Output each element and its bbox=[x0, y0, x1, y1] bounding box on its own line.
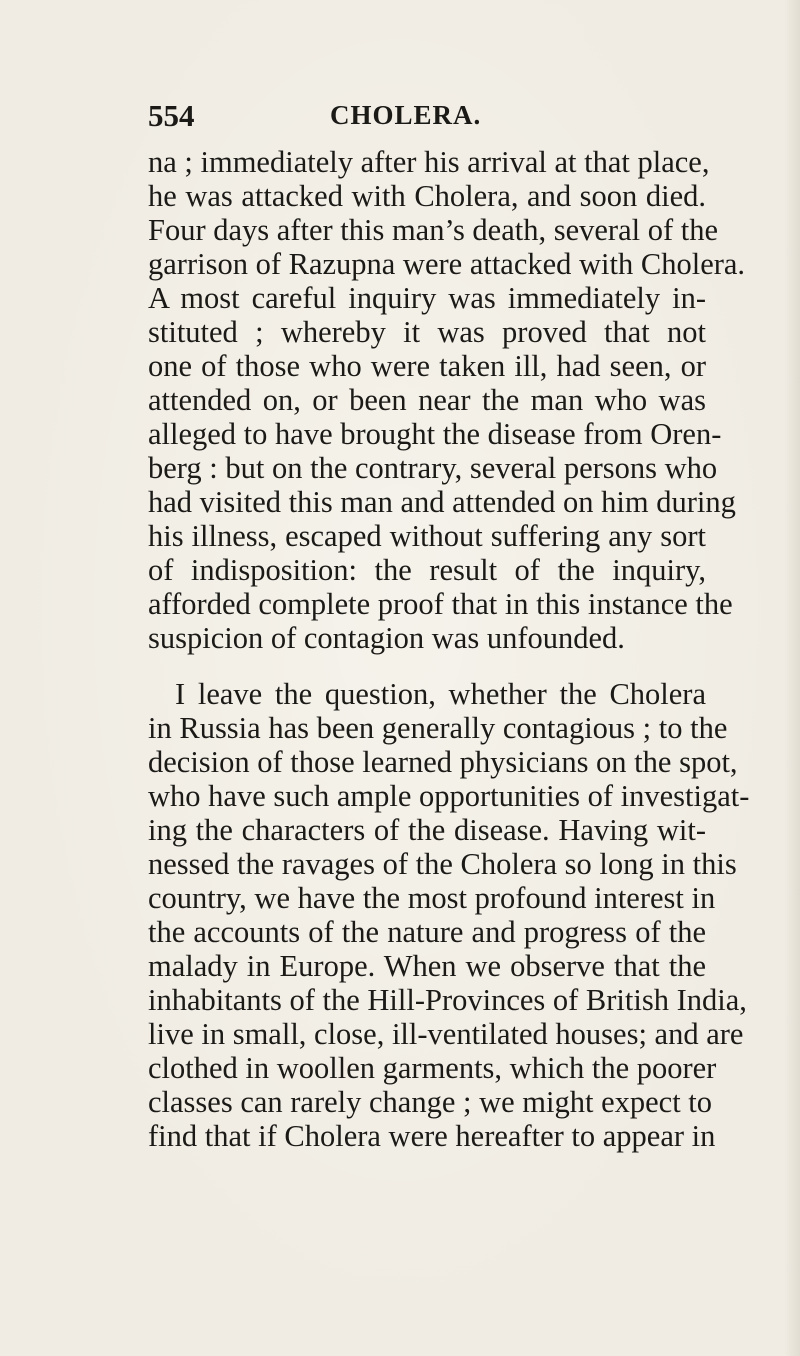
text-line: suspicion of contagion was unfounded. bbox=[148, 621, 625, 655]
page-number: 554 bbox=[148, 98, 195, 133]
page-header bbox=[148, 98, 708, 138]
text-line: live in small, close, ill-ventilated houses; and are bbox=[148, 1017, 744, 1051]
text-line: decision of those learned physicians on the spot, bbox=[148, 745, 738, 779]
text-line: na ; immediately after his arrival at that place, bbox=[148, 145, 710, 179]
running-head: CHOLERA. bbox=[330, 100, 482, 130]
text-line: malady in Europe. When we observe that the bbox=[148, 949, 706, 983]
text-line: had visited this man and attended on him during bbox=[148, 485, 736, 519]
text-line: country, we have the most profound interest in bbox=[148, 881, 716, 915]
text-line: nessed the ravages of the Cholera so long in this bbox=[148, 847, 737, 881]
text-line: find that if Cholera were hereafter to appear in bbox=[148, 1119, 716, 1153]
text-line: Four days after this man’s death, several of the bbox=[148, 213, 719, 247]
text-line: I leave the question, whether the Cholera bbox=[175, 677, 706, 711]
text-line: of indisposition: the result of the inquiry, bbox=[148, 553, 706, 587]
text-line: stituted ; whereby it was proved that not bbox=[148, 315, 706, 349]
text-line: attended on, or been near the man who was bbox=[148, 383, 706, 417]
text-line: his illness, escaped without suffering any sort bbox=[148, 519, 706, 553]
text-line: who have such ample opportunities of investigat- bbox=[148, 779, 750, 813]
text-line: A most careful inquiry was immediately in- bbox=[148, 281, 706, 315]
text-line: classes can rarely change ; we might expect to bbox=[148, 1085, 713, 1119]
text-line: the accounts of the nature and progress of the bbox=[148, 915, 706, 949]
text-line: he was attacked with Cholera, and soon died. bbox=[148, 179, 706, 213]
text-line: inhabitants of the Hill-Provinces of British India, bbox=[148, 983, 747, 1017]
text-line: alleged to have brought the disease from Oren- bbox=[148, 417, 722, 451]
text-line: ing the characters of the disease. Having wit- bbox=[148, 813, 706, 847]
page-edge-shadow bbox=[784, 0, 800, 1356]
text-line: afforded complete proof that in this instance the bbox=[148, 587, 733, 621]
text-line: berg : but on the contrary, several persons who bbox=[148, 451, 718, 485]
text-line: garrison of Razupna were attacked with Cholera. bbox=[148, 247, 746, 281]
text-line: one of those who were taken ill, had seen, or bbox=[148, 349, 706, 383]
text-line: clothed in woollen garments, which the poorer bbox=[148, 1051, 717, 1085]
text-line: in Russia has been generally contagious ; to the bbox=[148, 711, 728, 745]
